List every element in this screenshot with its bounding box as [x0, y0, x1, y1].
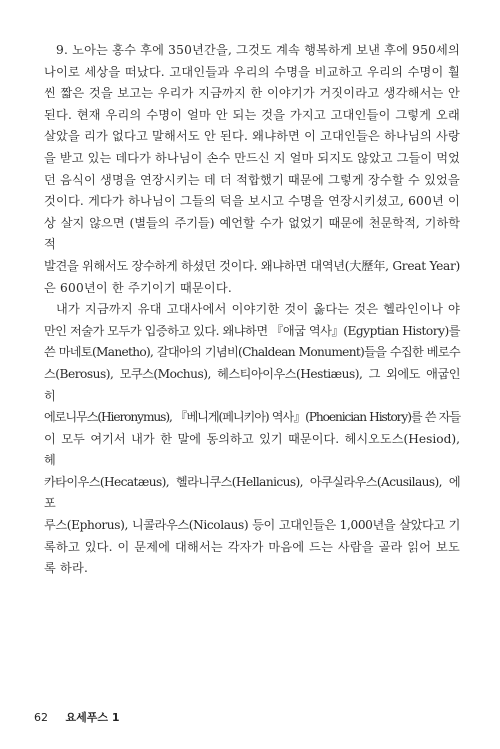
text-line: 카타이우스(Hecatæus), 헬라니쿠스(Hellanicus), 아쿠실라우스(Acusilaus), 에포 [44, 474, 460, 511]
text-line: 이 모두 여기서 내가 한 말에 동의하고 있기 때문이다. 헤시오도스(Hesiod), 헤 [44, 431, 460, 468]
text-line: 발견을 위해서도 장수하게 하셨던 것이다. 왜냐하면 대역년(大歷年, Great Year) [44, 258, 460, 273]
text-line: 내가 지금까지 유대 고대사에서 이야기한 것이 옳다는 것은 헬라인이나 야 [56, 302, 460, 317]
text-line: 루스(Ephorus), 니콜라우스(Nicolaus) 등이 고대인들은 1,000년을 살았다고 기 [44, 518, 460, 533]
text-line: 나이로 세상을 떠났다. 고대인들과 우리의 수명을 비교하고 우리의 수명이 훨 [44, 64, 460, 79]
text-line: 록 하라. [44, 561, 89, 576]
text-line: 에로니무스(Hieronymus), 『베니게(페니키아) 역사』(Phoenician History)를 쓴 자들 [44, 410, 460, 425]
text-line: 9. 노아는 홍수 후에 350년간을, 그것도 계속 행복하게 보낸 후에 950세의 [56, 43, 460, 57]
running-head: 요세푸스 1 [65, 711, 120, 724]
paragraph-1 [44, 40, 460, 299]
paragraph-2 [44, 299, 460, 580]
text-line: 은 600년이 한 주기이기 때문이다. [44, 280, 232, 295]
body-text [44, 40, 460, 580]
page-footer [34, 709, 120, 725]
text-line: 된다. 현재 우리의 수명이 얼마 안 되는 것을 가지고 고대인들이 그렇게 오래 [44, 107, 460, 122]
text-line: 씬 짧은 것을 보고는 우리가 지금까지 한 이야기가 거짓이라고 생각해서는 안 [44, 86, 460, 101]
text-line: 만인 저술가 모두가 입증하고 있다. 왜냐하면 『애굽 역사』(Egyptian History)를 [44, 323, 460, 338]
text-line: 쓴 마네토(Manetho), 갈대아의 기념비(Chaldean Monument)들을 수집한 베로수 [44, 345, 460, 360]
text-line: 것이다. 게다가 하나님이 그들의 덕을 보시고 수명을 연장시키셨고, 600년 이 [44, 194, 460, 209]
text-line: 살았을 리가 없다고 말해서도 안 된다. 왜냐하면 이 고대인들은 하나님의 사랑 [44, 129, 460, 144]
page-number: 62 [34, 711, 48, 724]
text-line: 던 음식이 생명을 연장시키는 데 더 적합했기 때문에 그렇게 장수할 수 있었을 [44, 172, 460, 187]
text-line: 상 살지 않으면 (별들의 주기들) 예언할 수가 없었기 때문에 천문학적, 기하학적 [44, 215, 460, 252]
text-line: 을 받고 있는 데다가 하나님이 손수 만드신 지 얼마 되지도 않았고 그들이 먹었 [44, 150, 460, 165]
text-line: 록하고 있다. 이 문제에 대해서는 각자가 마음에 드는 사람을 골라 읽어 보도 [44, 539, 460, 554]
text-line: 스(Berosus), 모쿠스(Mochus), 헤스티아이우스(Hestiæus), 그 외에도 애굽인 히 [44, 366, 460, 403]
